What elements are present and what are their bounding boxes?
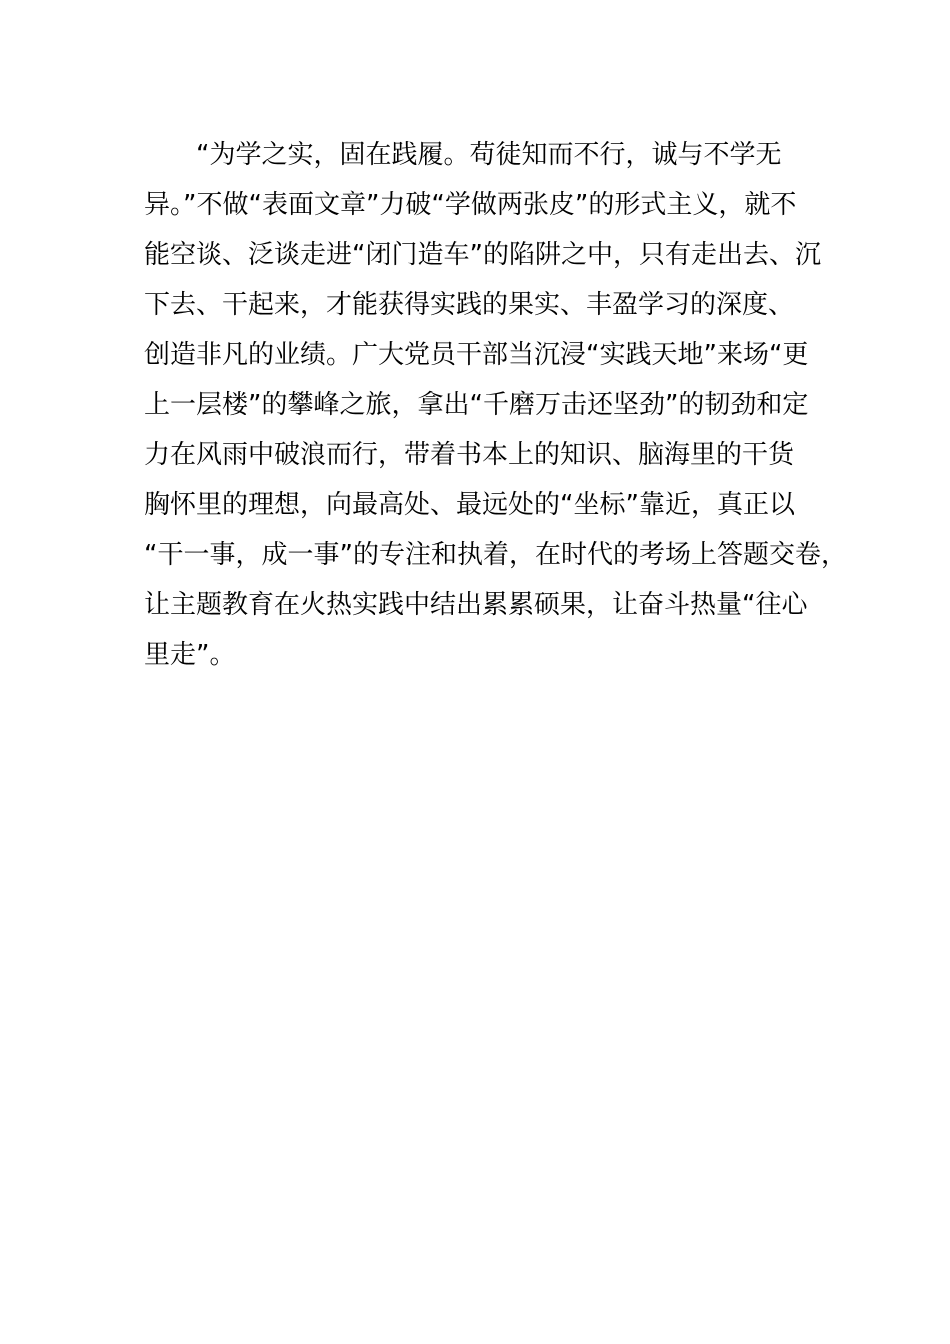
paragraph-line: 异。”不做“表面文章”力破“学做两张皮”的形式主义，就不 — [144, 190, 797, 220]
paragraph-line: “干一事，成一事”的专注和执着，在时代的考场上答题交卷， — [144, 540, 847, 570]
body-paragraph — [144, 130, 847, 680]
paragraph-line: 力在风雨中破浪而行，带着书本上的知识、脑海里的干货 — [144, 440, 795, 470]
paragraph-line: 创造非凡的业绩。广大党员干部当沉浸“实践天地”来场“更 — [144, 340, 809, 370]
paragraph-line: 里走”。 — [144, 640, 236, 670]
paragraph-line: “为学之实，固在践履。苟徒知而不行，诚与不学无 — [196, 140, 782, 170]
paragraph-line: 上一层楼”的攀峰之旅，拿出“千磨万击还坚劲”的韧劲和定 — [144, 390, 809, 420]
paragraph-line: 胸怀里的理想，向最高处、最远处的“坐标”靠近，真正以 — [144, 490, 795, 520]
paragraph-line: 能空谈、泛谈走进“闭门造车”的陷阱之中，只有走出去、沉 — [144, 240, 821, 270]
paragraph-line: 让主题教育在火热实践中结出累累硕果，让奋斗热量“往心 — [144, 590, 808, 620]
paragraph-line: 下去、干起来，才能获得实践的果实、丰盈学习的深度、 — [144, 290, 795, 320]
